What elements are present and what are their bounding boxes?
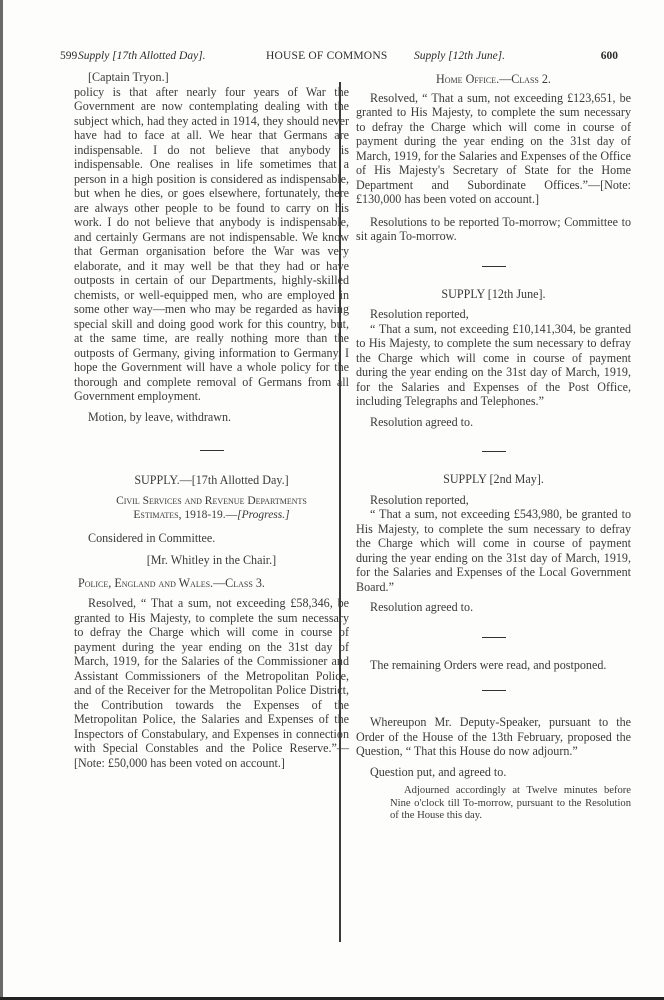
question-put: Question put, and agreed to. — [370, 764, 507, 779]
left-column — [74, 70, 349, 770]
page-number-right: 600 — [600, 50, 618, 62]
supply-heading-17th: SUPPLY.—[17th Allotted Day.] — [134, 473, 289, 487]
estimates-heading: Civil Services and Revenue Departments — [116, 494, 307, 507]
june-resolution-text: “ That a sum, not exceeding £10,141,304, be granted to His Majesty, to complete the sum necessary to defray the Charge which will come in course of payment during the year ending on the 31st day of March, 1919, for the Salaries and Expenses of the Post Office, including Telegraphs and Telephones.” — [356, 321, 631, 408]
police-resolution: Resolved, “ That a sum, not exceeding £58,346, be granted to His Majesty, to complete the sum necessary to defray the Charge which will come in course of payment during the year ending on the 31st day of March, 1919, for the Salaries of the Commissioner and Assistant Commissioners of the Metropolitan Police, and of the Receiver for the Metropolitan Police District, the Contribution towards the Expenses of the Metropolitan Police, the Salaries and Expenses of the Inspectors of Constabulary, and Expenses in connection with Special Constables and the Police Reserve.”—[Note: £50,000 has been voted on account.] — [74, 596, 349, 770]
estimates-heading-year: Estimates, 1918-19.— — [133, 509, 238, 521]
june-agreed: Resolution agreed to. — [370, 414, 474, 429]
home-office-heading: Home Office.—Class 2. — [436, 72, 551, 86]
speaker-label: [Captain Tryon.] — [88, 70, 169, 84]
motion-withdrawn: Motion, by leave, withdrawn. — [88, 409, 232, 424]
running-header — [60, 50, 620, 66]
right-column — [356, 70, 631, 823]
deputy-speaker-paragraph: Whereupon Mr. Deputy-Speaker, pursuant to the Order of the House of the 13th February, proposed the Question, “ That this House do now adjourn.” — [356, 715, 631, 758]
adjournment-note: Adjourned accordingly at Twelve minutes before Nine o'clock till To-morrow, pursuant to the Resolution of the House this day. — [390, 785, 631, 821]
remaining-orders: The remaining Orders were read, and postponed. — [370, 657, 607, 672]
resolutions-reported: Resolutions to be reported To-morrow; Committee to sit again To-morrow. — [356, 214, 631, 243]
may-agreed: Resolution agreed to. — [370, 600, 474, 614]
chair-note: [Mr. Whitley in the Chair.] — [146, 553, 277, 567]
committee-note: Considered in Committee. — [88, 530, 216, 545]
running-title-center: HOUSE OF COMMONS — [266, 50, 388, 62]
estimates-progress: [Progress.] — [237, 509, 290, 521]
may-resolution-text: “ That a sum, not exceeding £543,980, be granted to His Majesty, to complete the sum necessary to defray the Charge which will come in course of payment during the year ending on the 31st day of March, 1919, for the Salaries and Expenses of the Local Government Board.” — [356, 507, 631, 594]
june-reported: Resolution reported, — [370, 307, 469, 321]
running-title-right: Supply [12th June]. — [414, 50, 506, 62]
speech-paragraph: policy is that after nearly four years of War the Government are now contemplating dealing with the subject which, had they acted in 1914, they should never have had to face at all. We hear that Germans are indispensable. I do not believe that anybody is indispensable. One realises in life sometimes that a person in a high position is considered as indispensable, but when he dies, or goes elsewhere, fortunately, there are always other people to be found to carry on his work. I do not believe that anybody is indispensable, and certainly Germans are not indispensable. We know that German organisation before the War was very elaborate, and it may well be that they had or have outposts in certain of our Departments, highly-skilled chemists, or well-equipped men, who are employed in some other way—men who may be regarded as having special skill and doing good work for this country, but, at the same time, are really nothing more than the outposts of Germany, giving information to Germany. I hope the Government will have a whole policy for the thorough and complete removal of Germans from all Government employment. — [74, 84, 349, 403]
page-edge-left — [0, 0, 3, 1000]
running-title-left: Supply [17th Allotted Day]. — [78, 50, 206, 62]
supply-heading-may: SUPPLY [2nd May]. — [443, 472, 544, 486]
home-office-resolution: Resolved, “ That a sum, not exceeding £123,651, be granted to His Majesty, to complete the sum necessary to defray the Charge which will come in course of payment during the year ending on the 31st day of March, 1919, for the Salaries and Expenses of the Office of His Majesty's Secretary of State for the Home Department and Subordinate Offices.”—[Note: £130,000 has been voted on account.] — [356, 90, 631, 206]
may-reported: Resolution reported, — [370, 492, 469, 507]
supply-heading-june: SUPPLY [12th June]. — [441, 286, 546, 301]
police-heading: Police, England and Wales.—Class 3. — [78, 575, 265, 590]
page-number-left: 599 — [60, 50, 78, 62]
